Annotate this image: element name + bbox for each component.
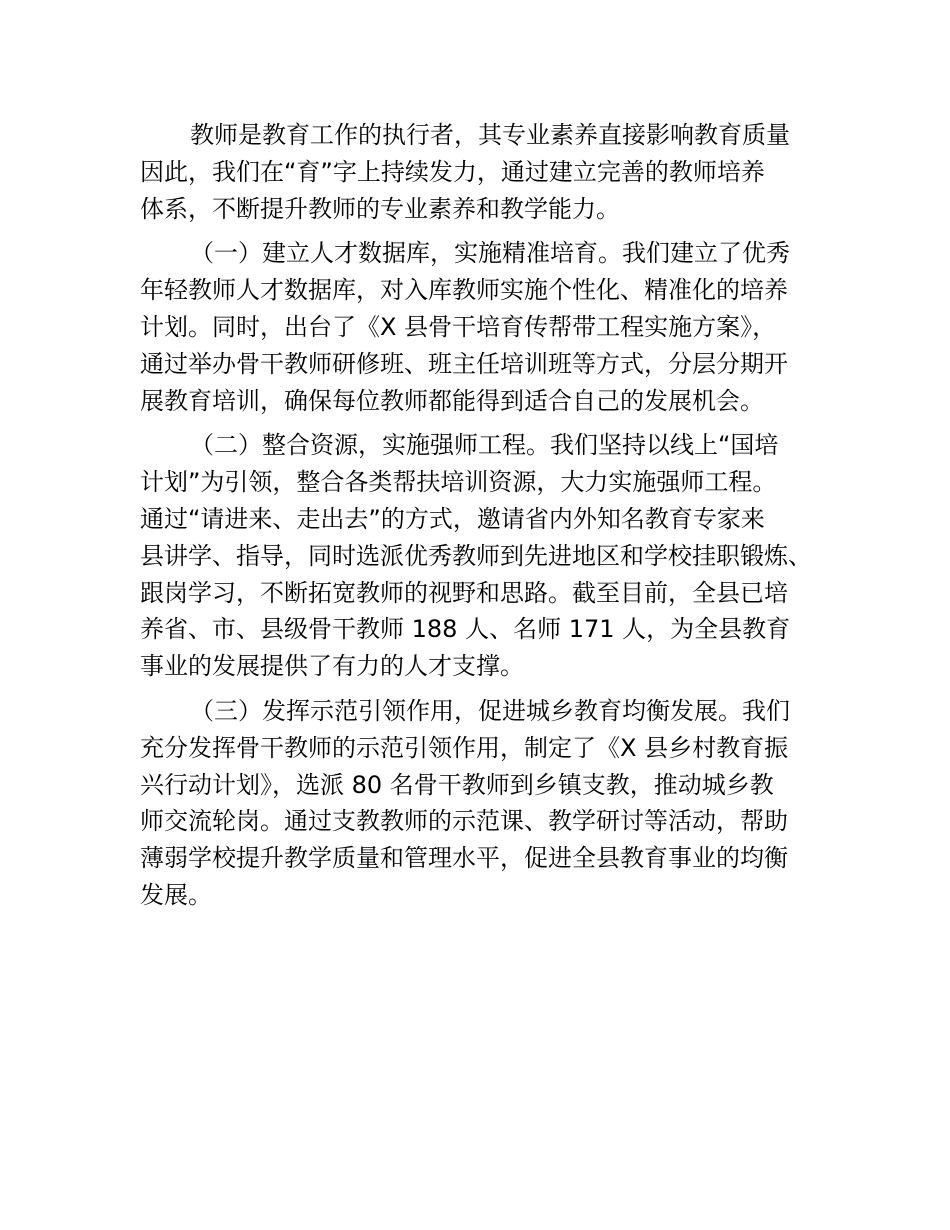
text-line: 跟岗学习，不断拓宽教师的视野和思路。截至目前，全县已培 xyxy=(140,578,788,607)
text-line: 薄弱学校提升教学质量和管理水平，促进全县教育事业的均衡 xyxy=(140,844,788,873)
text-line: 充分发挥骨干教师的示范引领作用，制定了《X 县乡村教育振 xyxy=(140,733,789,762)
text-line: 计划”为引领，整合各类帮扶培训资源，大力实施强师工程。 xyxy=(140,468,777,497)
paragraph-section-one xyxy=(140,235,830,419)
text-line: 通过“请进来、走出去”的方式，邀请省内外知名教育专家来 xyxy=(140,504,765,533)
text-line: 展教育培训，确保每位教师都能得到适合自己的发展机会。 xyxy=(140,386,764,415)
text-line: 教师是教育工作的执行者，其专业素养直接影响教育质量 xyxy=(190,121,790,149)
text-line: （二）整合资源，实施强师工程。我们坚持以线上“国培 xyxy=(190,431,779,460)
text-line: 因此，我们在“育”字上持续发力，通过建立完善的教师培养 xyxy=(140,157,765,186)
paragraph-section-three xyxy=(140,693,830,914)
text-line: 养省、市、县级骨干教师 188 人、名师 171 人，为全县教育 xyxy=(140,615,791,644)
text-line: 年轻教师人才数据库，对入库教师实施个性化、精准化的培养 xyxy=(140,276,788,305)
text-line: 体系，不断提升教师的专业素养和教学能力。 xyxy=(140,194,620,223)
text-line: 通过举办骨干教师研修班、班主任培训班等方式，分层分期开 xyxy=(140,349,788,378)
paragraph-intro xyxy=(140,117,830,227)
text-line: （一）建立人才数据库，实施精准培育。我们建立了优秀 xyxy=(190,239,790,268)
text-line: 发展。 xyxy=(140,880,212,909)
document-body xyxy=(140,117,830,922)
text-line: 计划。同时，出台了《X 县骨干培育传帮带工程实施方案》， xyxy=(140,312,777,341)
text-line: 师交流轮岗。通过支教教师的示范课、教学研讨等活动，帮助 xyxy=(140,807,788,836)
text-line: 县讲学、指导，同时选派优秀教师到先进地区和学校挂职锻炼、 xyxy=(140,541,812,570)
text-line: 兴行动计划》，选派 80 名骨干教师到乡镇支教，推动城乡教 xyxy=(140,770,774,799)
text-line: 事业的发展提供了有力的人才支撑。 xyxy=(140,652,524,681)
paragraph-section-two xyxy=(140,427,830,685)
text-line: （三）发挥示范引领作用，促进城乡教育均衡发展。我们 xyxy=(190,696,790,725)
